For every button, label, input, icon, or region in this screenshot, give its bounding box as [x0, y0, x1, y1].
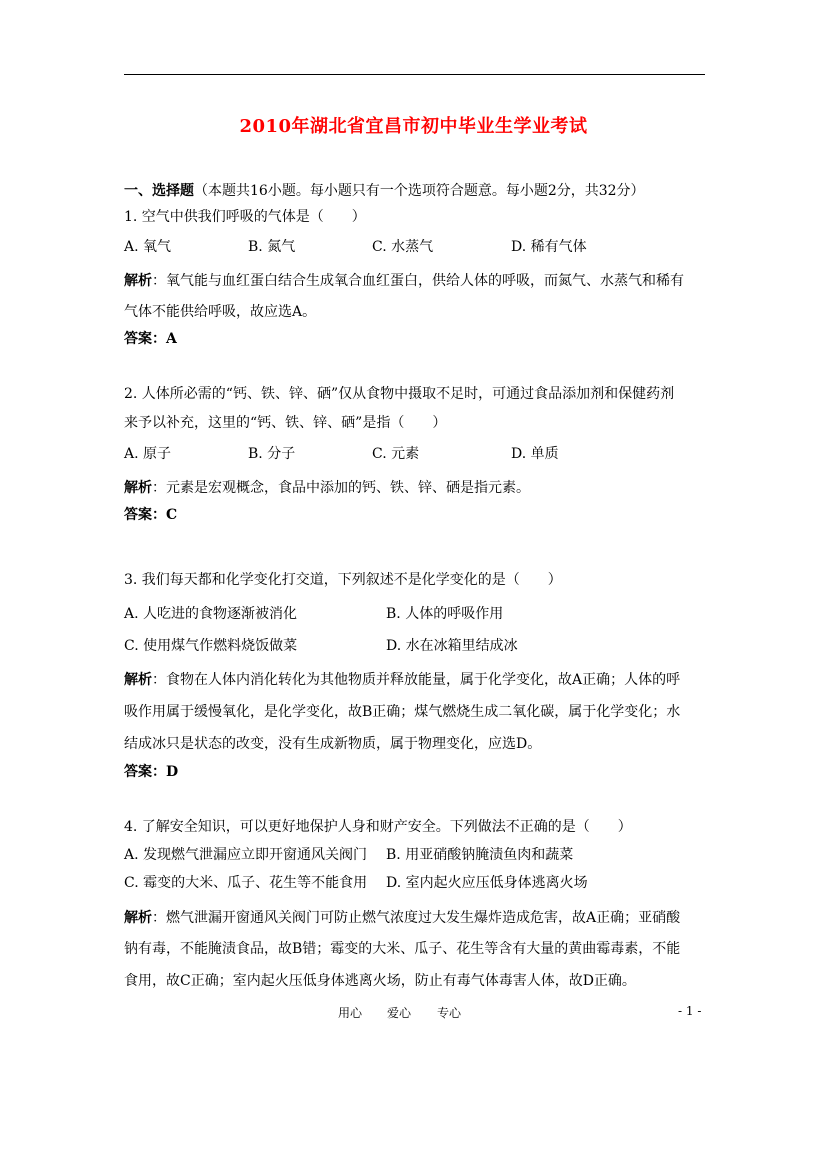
analysis-text: ：元素是宏观概念，食品中添加的钙、铁、锌、硒是指元素。 — [152, 480, 530, 496]
footer-motto-3: 专心 — [437, 1006, 462, 1020]
q3-option-d: D. 水在冰箱里结成冰 — [386, 638, 518, 654]
answer-label: 答案： — [124, 764, 166, 780]
question-3-stem: 3. 我们每天都和化学变化打交道，下列叙述不是化学变化的是（ ） — [124, 572, 562, 588]
analysis-label: 解析 — [124, 273, 152, 289]
q1-option-b: B. 氮气 — [248, 239, 296, 255]
answer-label: 答案： — [124, 331, 166, 347]
q2-option-d: D. 单质 — [511, 446, 559, 462]
q3-option-b: B. 人体的呼吸作用 — [386, 606, 504, 622]
header-rule — [124, 74, 705, 75]
section-heading — [124, 181, 645, 201]
analysis-label: 解析 — [124, 480, 152, 496]
footer-motto-2: 爱心 — [387, 1006, 412, 1020]
q1-option-a: A. 氧气 — [124, 239, 172, 255]
q2-option-b: B. 分子 — [248, 446, 296, 462]
q3-answer — [124, 762, 178, 782]
q2-option-a: A. 原子 — [124, 446, 172, 462]
question-1-stem: 1. 空气中供我们呼吸的气体是（ ） — [124, 209, 366, 225]
q3-analysis-line: 结成冰只是状态的改变，没有生成新物质，属于物理变化，应选D。 — [124, 736, 542, 752]
question-2-stem: 2. 人体所必需的“钙、铁、锌、硒”仅从食物中摄取不足时，可通过食品添加剂和保健药剂 — [124, 386, 675, 402]
answer-value: C — [166, 507, 178, 523]
answer-value: A — [166, 331, 177, 347]
q4-analysis-line — [124, 908, 680, 928]
q3-analysis-line: 吸作用属于缓慢氧化，是化学变化，故B正确；煤气燃烧生成二氧化碳，属于化学变化；水 — [124, 704, 681, 720]
q4-option-b: B. 用亚硝酸钠腌渍鱼肉和蔬菜 — [386, 847, 574, 863]
q4-analysis-line: 钠有毒，不能腌渍食品，故B错；霉变的大米、瓜子、花生等含有大量的黄曲霉毒素，不能 — [124, 941, 681, 957]
q4-analysis-line: 食用，故C正确；室内起火压低身体逃离火场，防止有毒气体毒害人体，故D正确。 — [124, 973, 636, 989]
q2-answer — [124, 505, 177, 525]
q2-option-c: C. 元素 — [372, 446, 420, 462]
q3-option-c: C. 使用煤气作燃料烧饭做菜 — [124, 638, 298, 654]
q1-analysis-line: 气体不能供给呼吸，故应选A。 — [124, 304, 317, 320]
answer-label: 答案： — [124, 507, 166, 523]
footer-motto-1: 用心 — [338, 1006, 363, 1020]
analysis-text: ：燃气泄漏开窗通风关阀门可防止燃气浓度过大发生爆炸造成危害，故A正确；亚硝酸 — [152, 910, 681, 926]
page-title: 2010年湖北省宜昌市初中毕业生学业考试 — [239, 116, 588, 137]
analysis-text: ：氧气能与血红蛋白结合生成氧合血红蛋白，供给人体的呼吸，而氮气、水蒸气和稀有 — [152, 273, 684, 289]
q4-option-d: D. 室内起火应压低身体逃离火场 — [386, 875, 588, 891]
answer-value: D — [166, 764, 179, 780]
q1-answer — [124, 329, 177, 349]
q4-option-c: C. 霉变的大米、瓜子、花生等不能食用 — [124, 875, 368, 891]
q2-analysis-line — [124, 478, 530, 498]
question-2-stem: 来予以补充，这里的“钙、铁、锌、硒”是指（ ） — [124, 415, 447, 431]
analysis-label: 解析 — [124, 910, 152, 926]
analysis-text: ：食物在人体内消化转化为其他物质并释放能量，属于化学变化，故A正确；人体的呼 — [152, 672, 681, 688]
q3-analysis-line — [124, 670, 680, 690]
q3-option-a: A. 人吃进的食物逐渐被消化 — [124, 606, 298, 622]
q1-option-d: D. 稀有气体 — [511, 239, 587, 255]
q4-option-a: A. 发现燃气泄漏应立即开窗通风关阀门 — [124, 847, 368, 863]
page-number: - 1 - — [678, 1004, 702, 1018]
section-label: 一、选择题 — [124, 183, 194, 199]
q1-analysis-line — [124, 271, 684, 291]
analysis-label: 解析 — [124, 672, 152, 688]
q1-option-c: C. 水蒸气 — [372, 239, 434, 255]
question-4-stem: 4. 了解安全知识，可以更好地保护人身和财产安全。下列做法不正确的是（ ） — [124, 819, 632, 835]
section-note: （本题共16小题。每小题只有一个选项符合题意。每小题2分，共32分） — [194, 183, 645, 199]
